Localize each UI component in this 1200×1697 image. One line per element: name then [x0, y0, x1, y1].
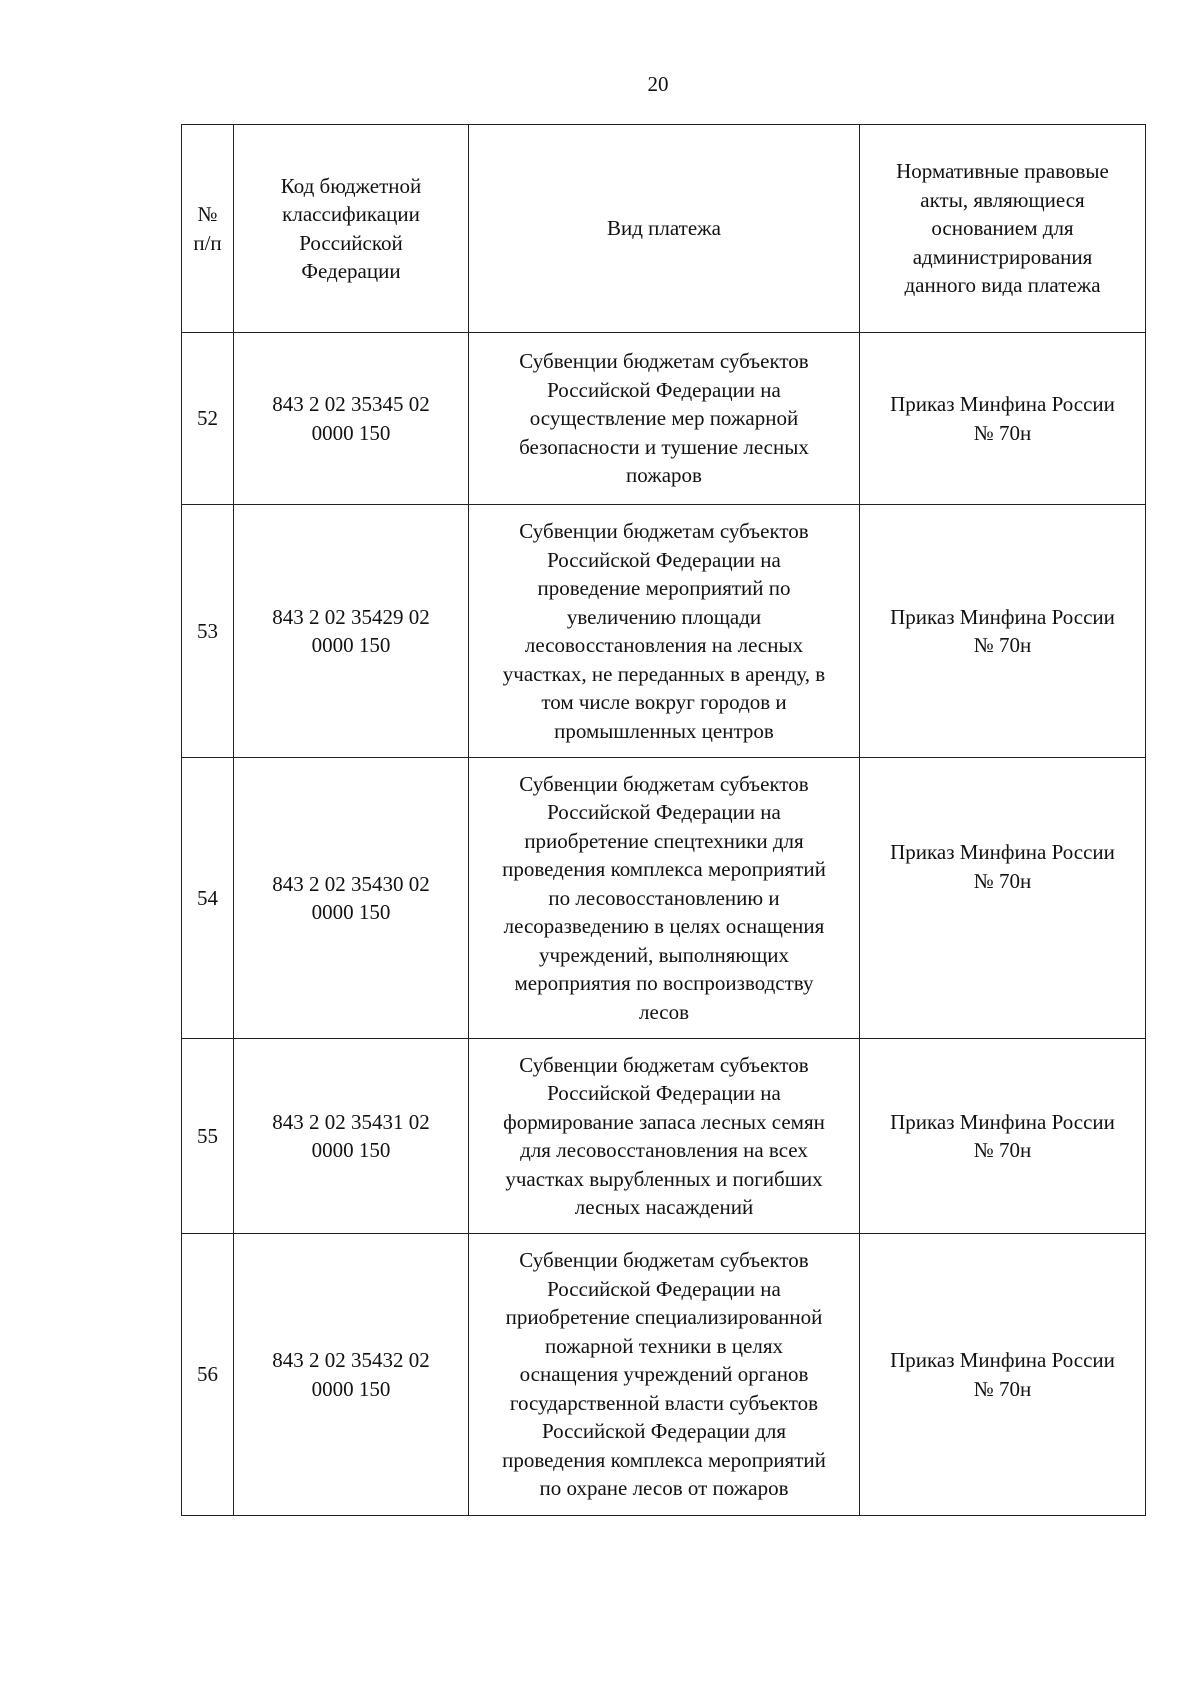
row-number: 56: [182, 1234, 234, 1516]
row-number: 53: [182, 505, 234, 758]
table-row: [182, 1234, 1146, 1516]
legal-act-cell: Приказ Минфина России № 70н: [860, 1234, 1146, 1516]
legal-act-cell: Приказ Минфина России № 70н: [860, 333, 1146, 505]
table-row: [182, 505, 1146, 758]
row-number: 54: [182, 758, 234, 1039]
payment-type-cell: Субвенции бюджетам субъектов Российской Федерации на формирование запаса лесных семян для лесовосстановления на всех участках вырубленных и погибших лесных насаждений: [469, 1039, 860, 1234]
budget-code-cell: 843 2 02 35432 02 0000 150: [234, 1234, 469, 1516]
payment-type-cell: Субвенции бюджетам субъектов Российской Федерации на приобретение специализированной пожарной техники в целях оснащения учреждений органов государственной власти субъектов Российской Федерации для проведения комплекса мероприятий по охране лесов от пожаров: [469, 1234, 860, 1516]
header-payment-type: Вид платежа: [469, 125, 860, 333]
header-number: № п/п: [182, 125, 234, 333]
budget-code-cell: 843 2 02 35430 02 0000 150: [234, 758, 469, 1039]
legal-act-cell: Приказ Минфина России № 70н: [860, 758, 1146, 1039]
table-row: [182, 1039, 1146, 1234]
table-header-row: [182, 125, 1146, 333]
row-number: 55: [182, 1039, 234, 1234]
payment-type-cell: Субвенции бюджетам субъектов Российской Федерации на приобретение спецтехники для проведения комплекса мероприятий по лесовосстановлению и лесоразведению в целях оснащения учреждений, выполняющих мероприятия по воспроизводству лесов: [469, 758, 860, 1039]
table-row: [182, 333, 1146, 505]
budget-code-cell: 843 2 02 35429 02 0000 150: [234, 505, 469, 758]
budget-code-cell: 843 2 02 35431 02 0000 150: [234, 1039, 469, 1234]
header-budget-code: Код бюджетной классификации Российской Федерации: [234, 125, 469, 333]
payment-type-cell: Субвенции бюджетам субъектов Российской Федерации на проведение мероприятий по увеличению площади лесовосстановления на лесных участках, не переданных в аренду, в том числе вокруг городов и промышленных центров: [469, 505, 860, 758]
row-number: 52: [182, 333, 234, 505]
budget-code-cell: 843 2 02 35345 02 0000 150: [234, 333, 469, 505]
table-row: [182, 758, 1146, 1039]
legal-act-cell: Приказ Минфина России № 70н: [860, 505, 1146, 758]
payments-table: [181, 124, 1146, 1516]
page-number: 20: [647, 72, 669, 96]
payment-type-cell: Субвенции бюджетам субъектов Российской Федерации на осуществление мер пожарной безопасности и тушение лесных пожаров: [469, 333, 860, 505]
header-legal-acts: Нормативные правовые акты, являющиеся основанием для администрирования данного вида платежа: [860, 125, 1146, 333]
legal-act-cell: Приказ Минфина России № 70н: [860, 1039, 1146, 1234]
